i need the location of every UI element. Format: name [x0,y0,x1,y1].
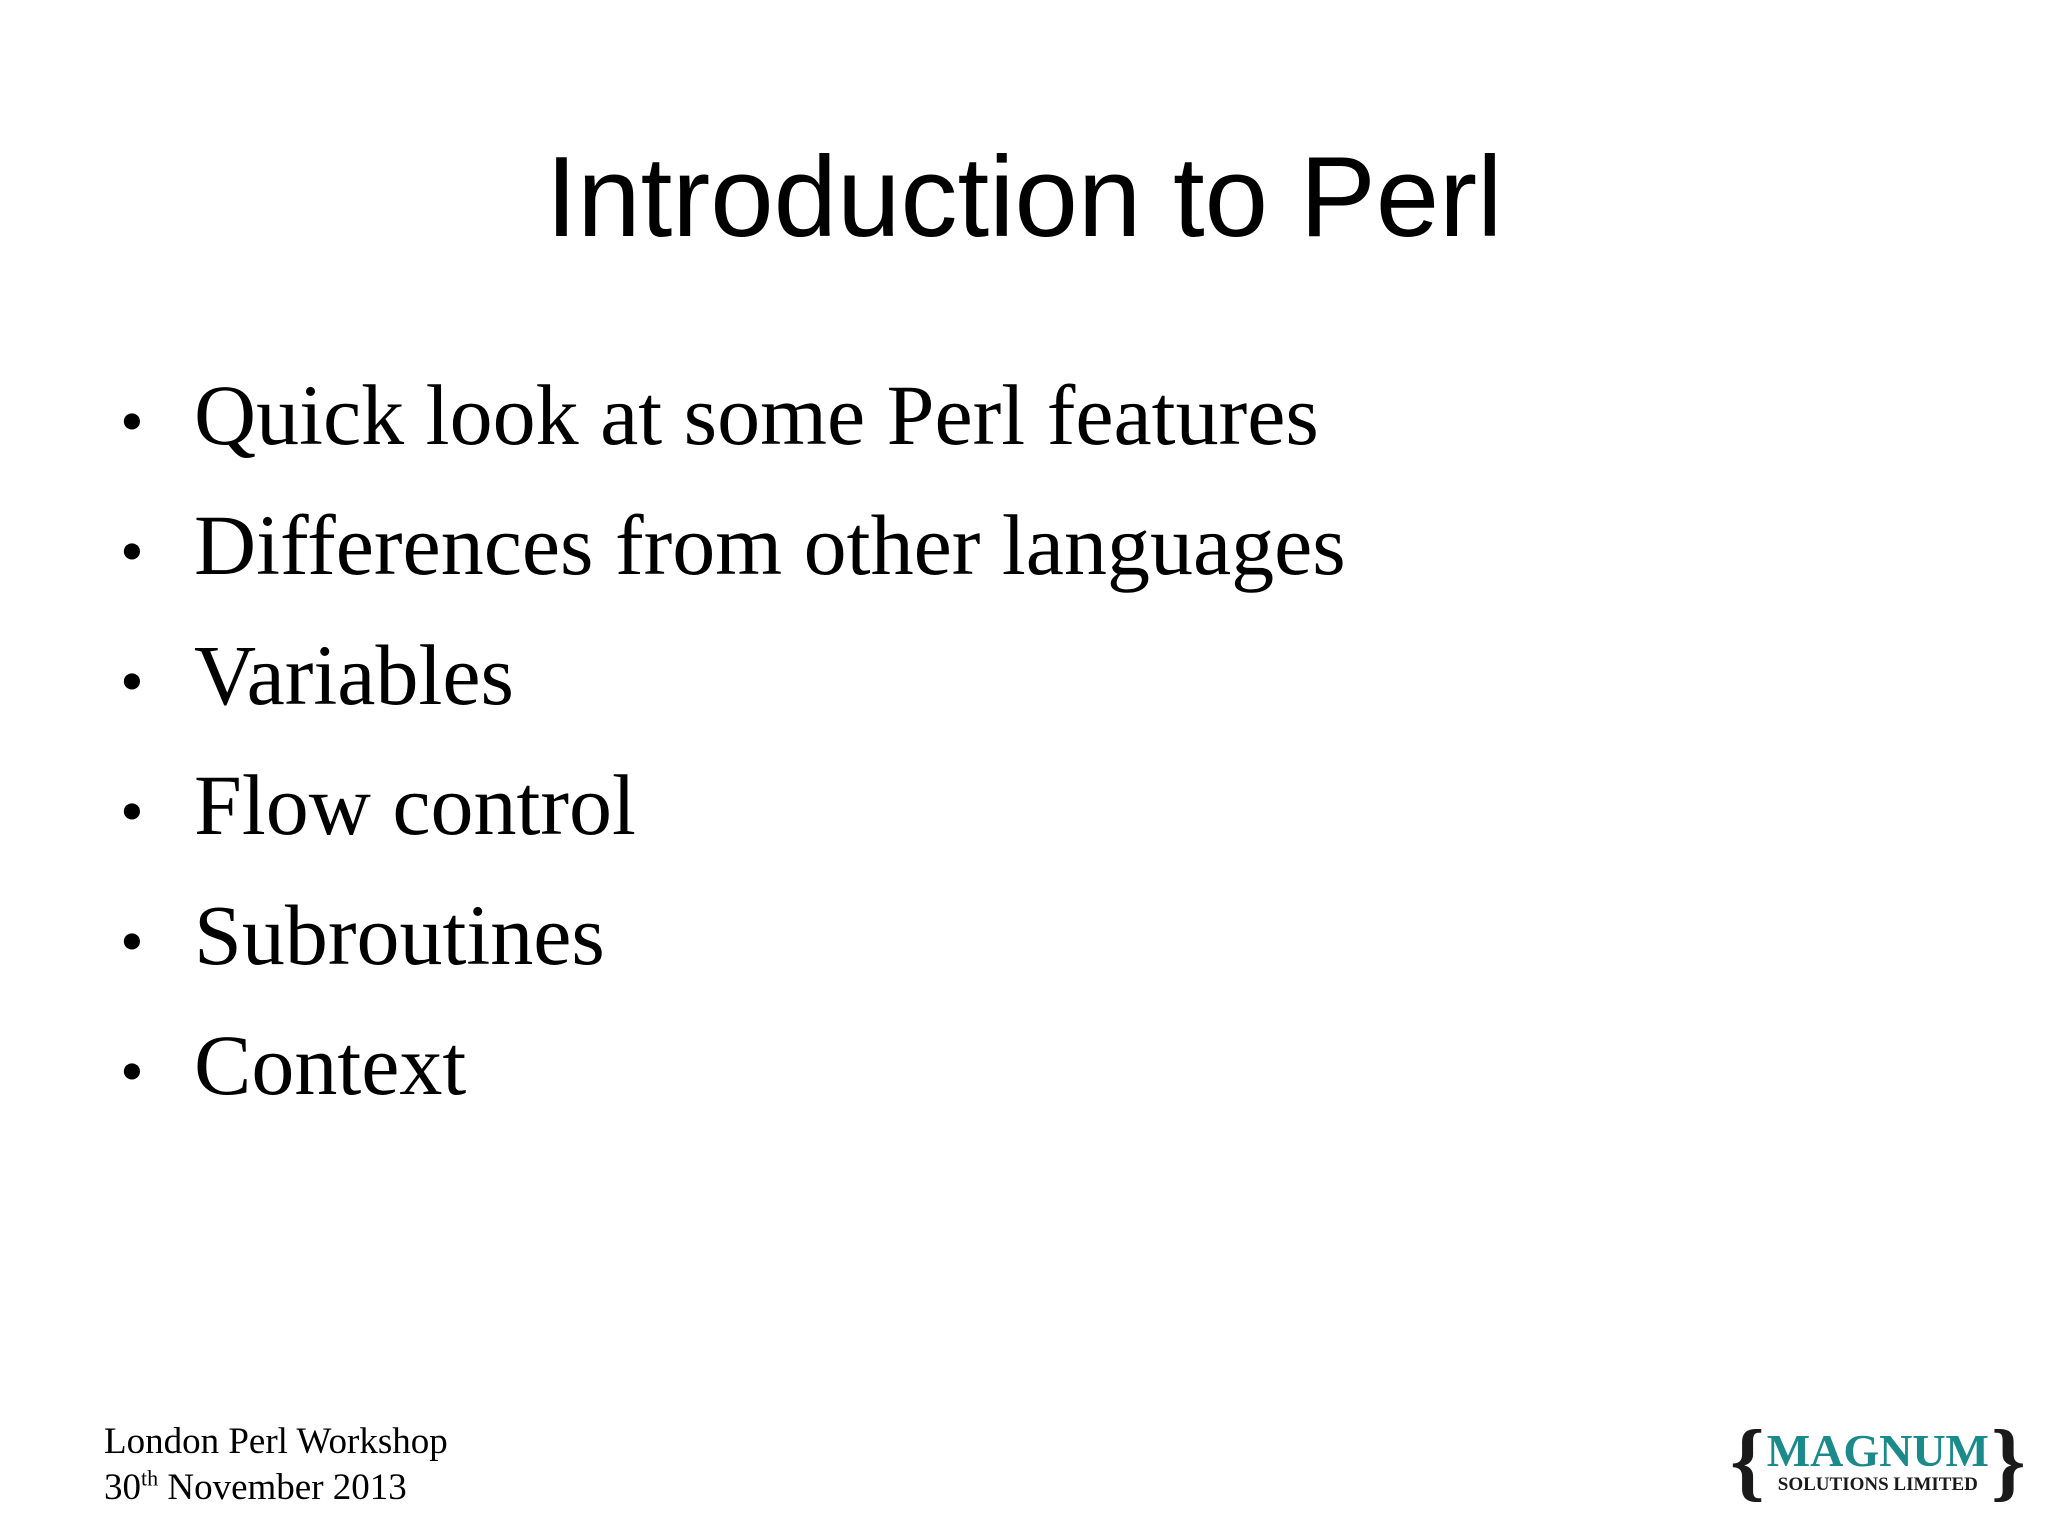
logo-right-brace: } [1990,1413,2026,1510]
bullet-icon: • [120,903,144,979]
logo-name: MAGNUM [1766,1425,1989,1476]
bullet-text: Flow control [194,757,636,853]
bullet-item [120,740,1346,870]
bullet-list [120,350,1346,1130]
bullet-icon: • [120,643,144,719]
magnum-logo [1730,1413,2026,1510]
logo-subtitle: SOLUTIONS LIMITED [1777,1474,1978,1495]
slide-footer [104,1419,448,1511]
date-rest: November 2013 [158,1467,407,1508]
bullet-text: Differences from other languages [194,497,1346,593]
bullet-item [120,870,1346,1000]
bullet-item [120,480,1346,610]
bullet-icon: • [120,773,144,849]
bullet-item [120,1000,1346,1130]
bullet-text: Variables [194,627,514,723]
logo-text [1766,1425,1989,1496]
event-name: London Perl Workshop [104,1421,448,1462]
slide-title: Introduction to Perl [545,134,1503,261]
date-day: 30 [104,1467,141,1508]
bullet-item [120,610,1346,740]
bullet-text: Context [194,1017,467,1113]
logo-left-brace: { [1730,1413,1765,1510]
date-suffix: th [141,1465,159,1491]
bullet-icon: • [120,1033,144,1109]
bullet-icon: • [120,383,144,459]
bullet-item [120,350,1346,480]
event-date [104,1465,448,1511]
bullet-icon: • [120,513,144,589]
bullet-text: Quick look at some Perl features [194,367,1319,463]
bullet-text: Subroutines [194,887,605,983]
